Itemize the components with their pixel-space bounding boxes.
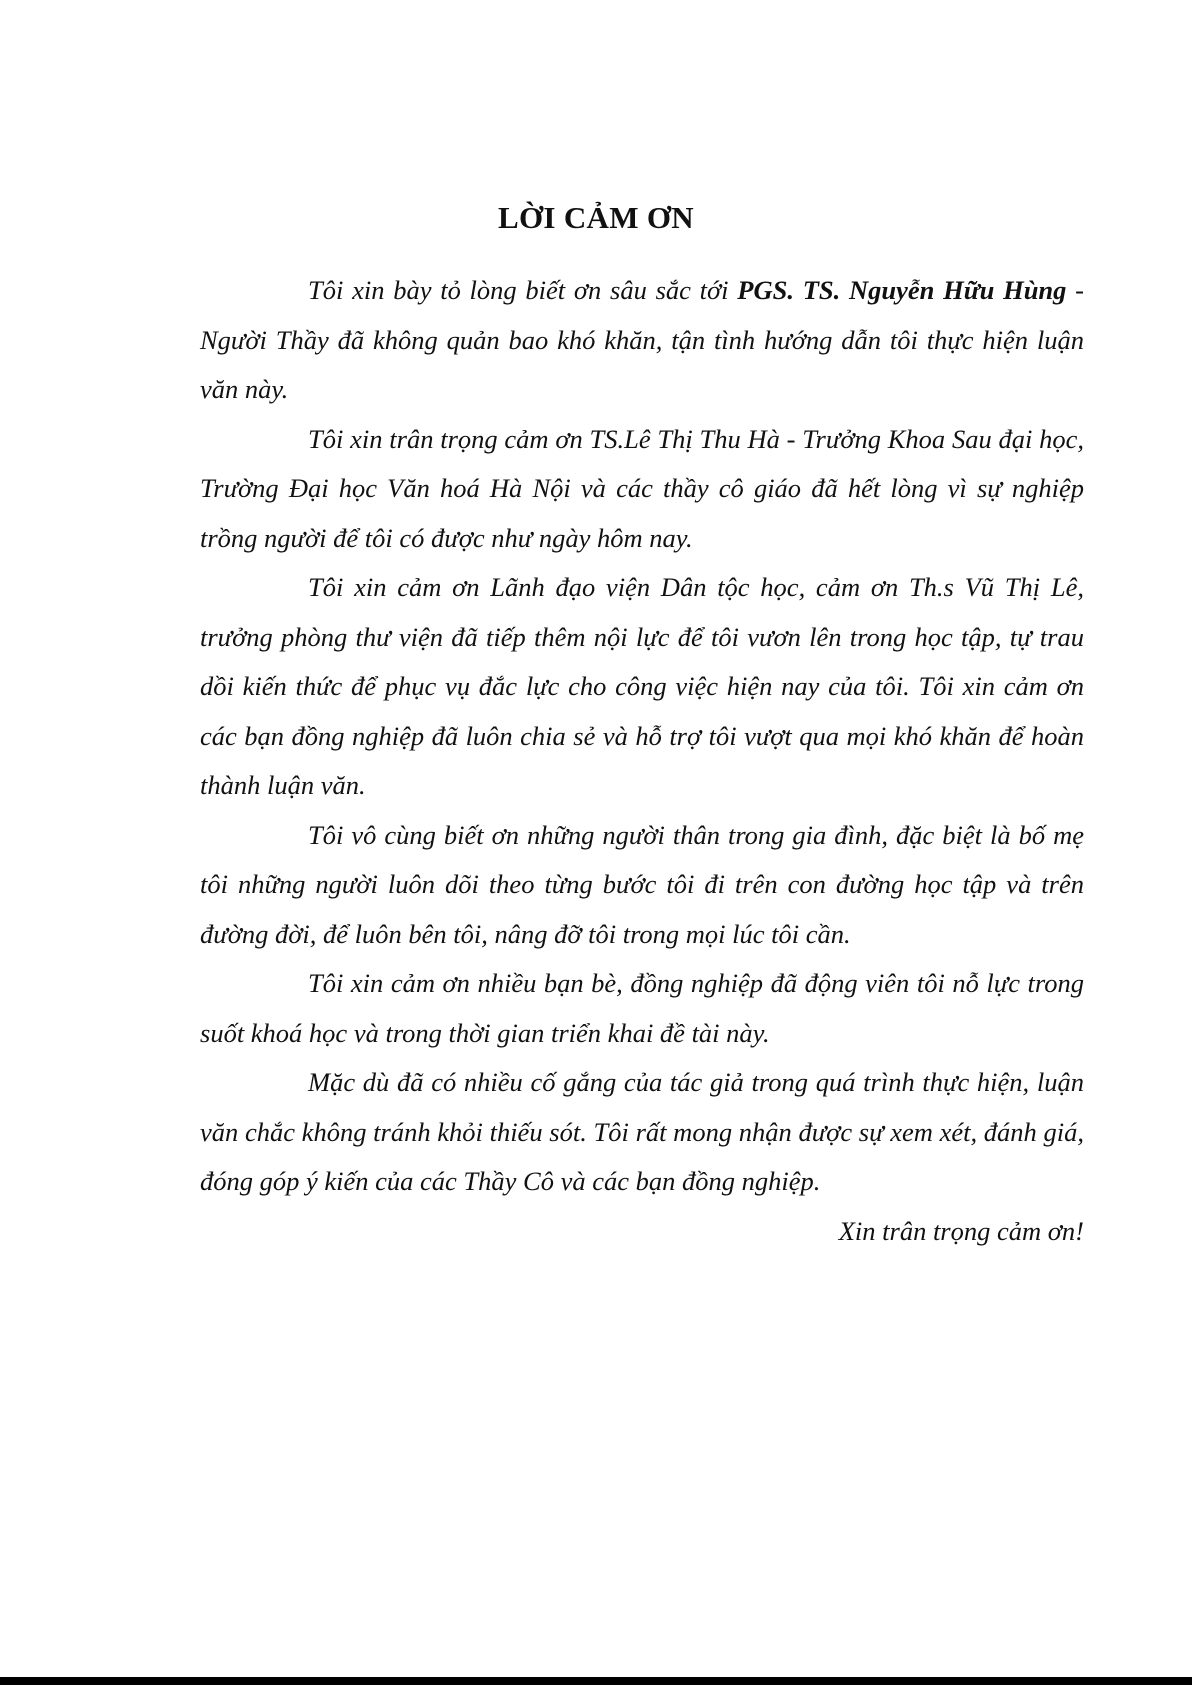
- advisor-name: PGS. TS. Nguyễn Hữu Hùng: [737, 275, 1067, 305]
- closing-line: Xin trân trọng cảm ơn!: [838, 1215, 1084, 1246]
- acknowledgement-body: [200, 266, 1084, 1256]
- paragraph-family: Tôi vô cùng biết ơn những người thân trong gia đình, đặc biệt là bố mẹ tôi những người luôn dõi theo từng bước tôi đi trên con đường học tập và trên đường đời, để luôn bên tôi, nâng đỡ tôi trong mọi lúc tôi cần.: [200, 819, 1084, 949]
- paragraph-faculty: Tôi xin trân trọng cảm ơn TS.Lê Thị Thu Hà - Trưởng Khoa Sau đại học, Trường Đại học Văn hoá Hà Nội và các thầy cô giáo đã hết lòng vì sự nghiệp trồng người để tôi có được như ngày hôm nay.: [200, 423, 1084, 553]
- paragraph-friends: Tôi xin cảm ơn nhiều bạn bè, đồng nghiệp đã động viên tôi nỗ lực trong suốt khoá học và trong thời gian triển khai đề tài này.: [200, 968, 1084, 1048]
- paragraph-closing-remarks: Mặc dù đã có nhiều cố gắng của tác giả trong quá trình thực hiện, luận văn chắc không tránh khỏi thiếu sót. Tôi rất mong nhận được sự xem xét, đánh giá, đóng góp ý kiến của các Thầy Cô và các bạn đồng nghiệp.: [200, 1067, 1084, 1196]
- paragraph-advisor: [200, 266, 1084, 415]
- paragraph-advisor-rest: - Người Thầy đã không quản bao khó khăn, tận tình hướng dẫn tôi thực hiện luận văn này.: [200, 275, 1084, 404]
- page-title: LỜI CẢM ƠN: [498, 200, 694, 235]
- paragraph-advisor-lead: Tôi xin bày tỏ lòng biết ơn sâu sắc tới: [308, 275, 738, 305]
- paragraph-institute: Tôi xin cảm ơn Lãnh đạo viện Dân tộc học, cảm ơn Th.s Vũ Thị Lê, trưởng phòng thư viện đã tiếp thêm nội lực để tôi vươn lên trong học tập, tự trau dồi kiến thức để phục vụ đắc lực cho công việc hiện nay của tôi. Tôi xin cảm ơn các bạn đồng nghiệp đã luôn chia sẻ và hỗ trợ tôi vượt qua mọi khó khăn để hoàn thành luận văn.: [200, 572, 1084, 800]
- bottom-border: [0, 1677, 1192, 1685]
